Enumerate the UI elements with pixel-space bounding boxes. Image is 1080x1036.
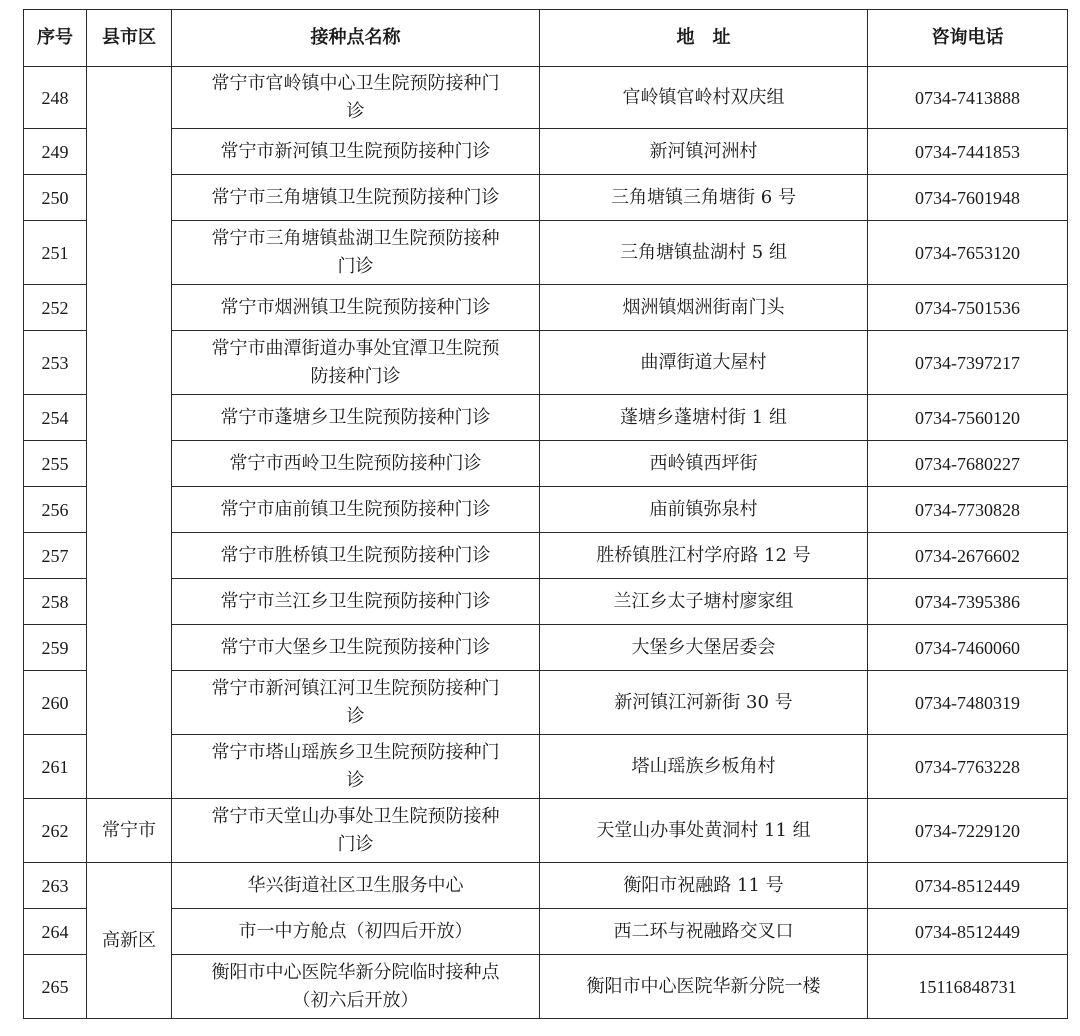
row-seq: 250 [24, 175, 87, 221]
vaccination-sites-table [23, 9, 1068, 1019]
table-row [24, 863, 1068, 909]
row-site: 常宁市烟洲镇卫生院预防接种门诊 [172, 285, 540, 331]
row-address: 胜桥镇胜江村学府路 12 号 [540, 533, 868, 579]
row-phone: 0734-7413888 [868, 67, 1068, 129]
table-row [24, 909, 1068, 955]
row-seq: 258 [24, 579, 87, 625]
header-phone: 咨询电话 [868, 10, 1068, 67]
table-row [24, 625, 1068, 671]
row-site: 常宁市三角塘镇卫生院预防接种门诊 [172, 175, 540, 221]
row-phone: 0734-7397217 [868, 331, 1068, 395]
row-phone: 0734-2676602 [868, 533, 1068, 579]
table-row [24, 579, 1068, 625]
table-row [24, 441, 1068, 487]
row-phone: 0734-7730828 [868, 487, 1068, 533]
row-phone: 0734-8512449 [868, 909, 1068, 955]
table-row [24, 221, 1068, 285]
row-seq: 265 [24, 955, 87, 1019]
table-row [24, 487, 1068, 533]
row-seq: 253 [24, 331, 87, 395]
row-phone: 0734-7480319 [868, 671, 1068, 735]
row-site: 常宁市胜桥镇卫生院预防接种门诊 [172, 533, 540, 579]
row-address: 塔山瑶族乡板角村 [540, 735, 868, 799]
row-phone: 15116848731 [868, 955, 1068, 1019]
district-cell-gaoxin: 高新区 [87, 863, 172, 1019]
header-site: 接种点名称 [172, 10, 540, 67]
row-address: 衡阳市中心医院华新分院一楼 [540, 955, 868, 1019]
row-seq: 257 [24, 533, 87, 579]
row-address: 西岭镇西坪街 [540, 441, 868, 487]
header-district: 县市区 [87, 10, 172, 67]
table-row [24, 67, 1068, 129]
row-site: 常宁市兰江乡卫生院预防接种门诊 [172, 579, 540, 625]
row-address: 三角塘镇三角塘街 6 号 [540, 175, 868, 221]
table-row [24, 331, 1068, 395]
row-site: 市一中方舱点（初四后开放） [172, 909, 540, 955]
row-site: 常宁市官岭镇中心卫生院预防接种门 诊 [172, 67, 540, 129]
row-site: 常宁市塔山瑶族乡卫生院预防接种门 诊 [172, 735, 540, 799]
row-phone: 0734-8512449 [868, 863, 1068, 909]
row-address: 蓬塘乡蓬塘村街 1 组 [540, 395, 868, 441]
row-phone: 0734-7653120 [868, 221, 1068, 285]
row-phone: 0734-7763228 [868, 735, 1068, 799]
row-phone: 0734-7460060 [868, 625, 1068, 671]
row-phone: 0734-7229120 [868, 799, 1068, 863]
row-phone: 0734-7501536 [868, 285, 1068, 331]
row-seq: 259 [24, 625, 87, 671]
row-seq: 262 [24, 799, 87, 863]
row-seq: 248 [24, 67, 87, 129]
row-site: 常宁市三角塘镇盐湖卫生院预防接种 门诊 [172, 221, 540, 285]
row-address: 曲潭街道大屋村 [540, 331, 868, 395]
row-address: 官岭镇官岭村双庆组 [540, 67, 868, 129]
table-row [24, 533, 1068, 579]
row-site: 常宁市西岭卫生院预防接种门诊 [172, 441, 540, 487]
row-address: 新河镇河洲村 [540, 129, 868, 175]
district-cell-blank [87, 67, 172, 799]
row-phone: 0734-7395386 [868, 579, 1068, 625]
row-site: 常宁市新河镇卫生院预防接种门诊 [172, 129, 540, 175]
row-address: 新河镇江河新街 30 号 [540, 671, 868, 735]
row-phone: 0734-7560120 [868, 395, 1068, 441]
row-address: 西二环与祝融路交叉口 [540, 909, 868, 955]
table-row [24, 175, 1068, 221]
row-seq: 249 [24, 129, 87, 175]
row-seq: 261 [24, 735, 87, 799]
row-address: 兰江乡太子塘村廖家组 [540, 579, 868, 625]
table-row [24, 395, 1068, 441]
row-seq: 252 [24, 285, 87, 331]
row-seq: 251 [24, 221, 87, 285]
table-row [24, 671, 1068, 735]
row-seq: 256 [24, 487, 87, 533]
table-row [24, 129, 1068, 175]
row-phone: 0734-7680227 [868, 441, 1068, 487]
row-seq: 264 [24, 909, 87, 955]
row-phone: 0734-7441853 [868, 129, 1068, 175]
district-cell-changning: 常宁市 [87, 799, 172, 863]
row-site: 常宁市大堡乡卫生院预防接种门诊 [172, 625, 540, 671]
row-site: 常宁市庙前镇卫生院预防接种门诊 [172, 487, 540, 533]
header-address: 地 址 [540, 10, 868, 67]
row-site: 华兴街道社区卫生服务中心 [172, 863, 540, 909]
row-address: 庙前镇弥泉村 [540, 487, 868, 533]
row-seq: 260 [24, 671, 87, 735]
row-address: 烟洲镇烟洲街南门头 [540, 285, 868, 331]
row-site: 常宁市天堂山办事处卫生院预防接种 门诊 [172, 799, 540, 863]
row-site: 常宁市曲潭街道办事处宜潭卫生院预 防接种门诊 [172, 331, 540, 395]
row-address: 大堡乡大堡居委会 [540, 625, 868, 671]
row-address: 三角塘镇盐湖村 5 组 [540, 221, 868, 285]
row-site: 常宁市蓬塘乡卫生院预防接种门诊 [172, 395, 540, 441]
row-site: 常宁市新河镇江河卫生院预防接种门 诊 [172, 671, 540, 735]
table-row [24, 735, 1068, 799]
header-seq: 序号 [24, 10, 87, 67]
header-row [24, 10, 1068, 67]
row-address: 衡阳市祝融路 11 号 [540, 863, 868, 909]
table-row [24, 285, 1068, 331]
table-row [24, 799, 1068, 863]
table-row [24, 955, 1068, 1019]
row-phone: 0734-7601948 [868, 175, 1068, 221]
row-site: 衡阳市中心医院华新分院临时接种点 （初六后开放） [172, 955, 540, 1019]
row-seq: 255 [24, 441, 87, 487]
row-address: 天堂山办事处黄洞村 11 组 [540, 799, 868, 863]
row-seq: 263 [24, 863, 87, 909]
row-seq: 254 [24, 395, 87, 441]
